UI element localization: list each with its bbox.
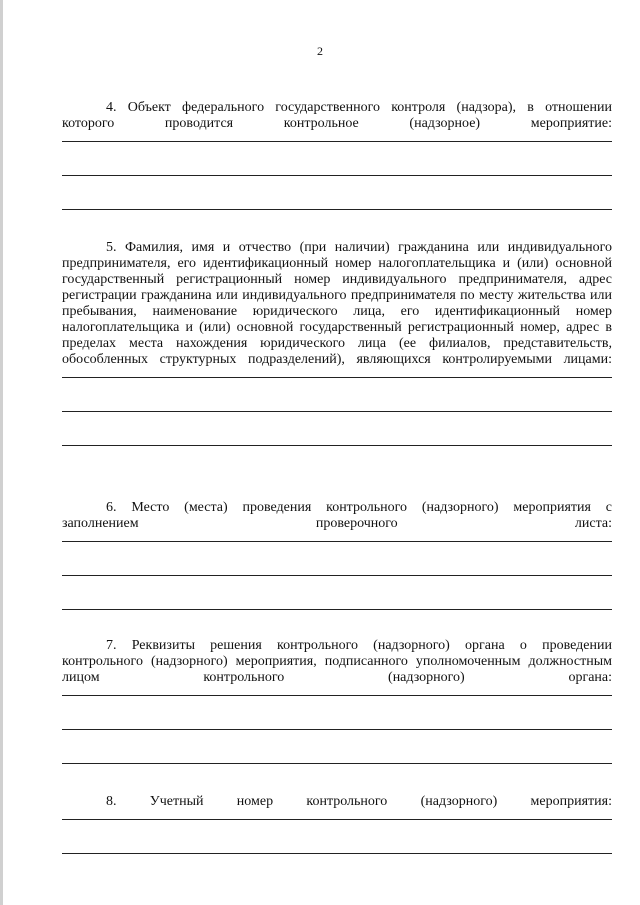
section-7 [62,638,612,764]
section-4 [62,100,612,210]
fill-line [62,209,612,210]
fill-line [62,763,612,764]
fill-line [62,541,612,542]
fill-line [62,377,612,378]
section-6-text: 6. Место (места) проведения контрольного (надзорного) мероприятия с заполнением проверочного листа: [62,500,612,531]
fill-line [62,819,612,820]
section-8-text: 8. Учетный номер контрольного (надзорного) мероприятия: [106,794,612,809]
scan-edge [0,0,3,905]
fill-line [62,853,612,854]
fill-line [62,141,612,142]
fill-line [62,609,612,610]
section-8 [62,794,612,854]
fill-line [62,445,612,446]
fill-line [62,729,612,730]
fill-line [62,575,612,576]
section-5-text: 5. Фамилия, имя и отчество (при наличии) гражданина или индивидуального предпринимателя, его идентификационный номер налогоплательщика и (или) основной государственный регистрационный номер индивидуального предпринимателя, адрес регистрации гражданина или индивидуального предпринимателя по месту жительства или пребывания, наименование юридического лица, его идентификационный номер налогоплательщика и (или) основной государственный регистрационный номер, адрес в пределах места нахождения юридического лица (ее филиалов, представительств, обособленных структурных подразделений), являющихся контролируемыми лицами: [62,240,612,367]
section-7-text: 7. Реквизиты решения контрольного (надзорного) органа о проведении контрольного (надзорного) мероприятия, подписанного уполномоченным должностным лицом контрольного (надзорного) органа: [62,638,612,685]
section-4-text: 4. Объект федерального государственного контроля (надзора), в отношении которого проводится контрольное (надзорное) мероприятие: [62,100,612,131]
fill-line [62,411,612,412]
fill-line [62,175,612,176]
fill-line [62,695,612,696]
section-5 [62,240,612,446]
section-6 [62,500,612,610]
page-number: 2 [317,44,323,58]
